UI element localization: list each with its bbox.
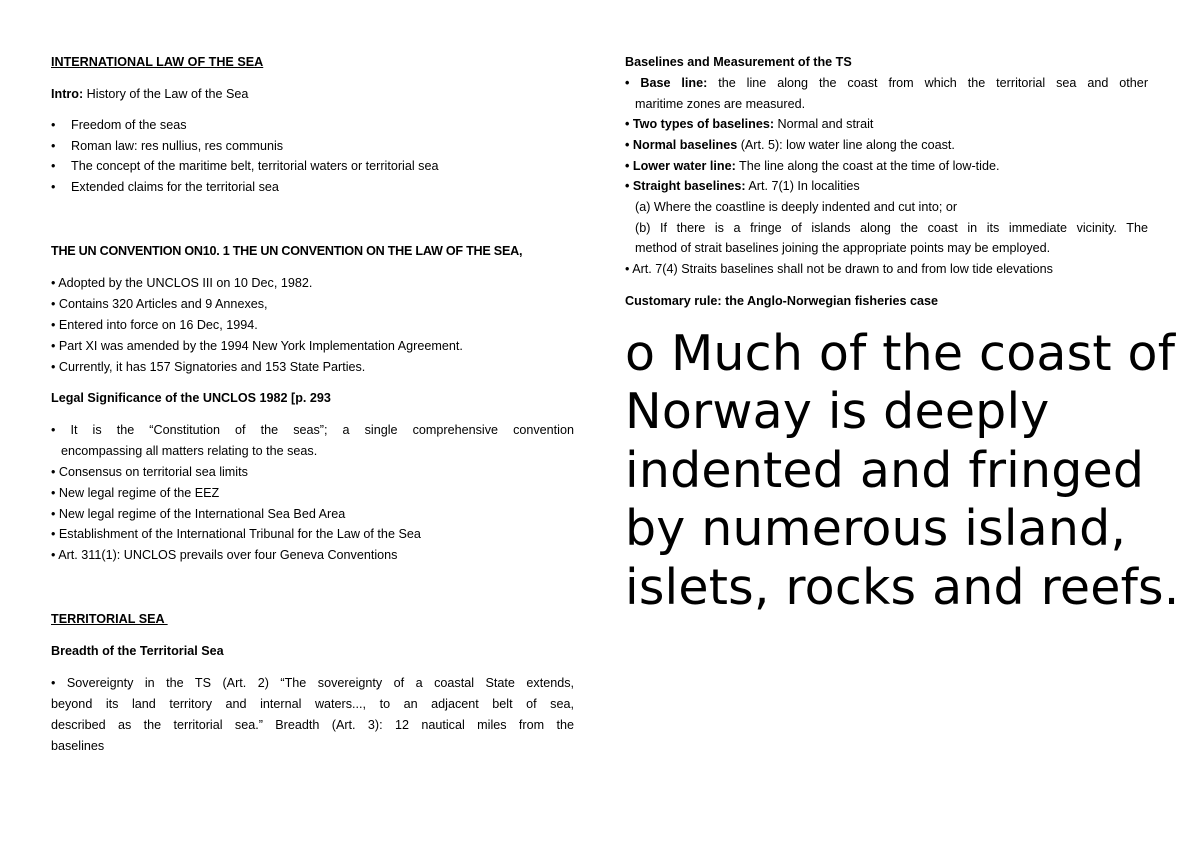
normal-baselines-label: • Normal baselines: [625, 138, 738, 152]
legal-item-continuation: encompassing all matters relating to the seas.: [61, 444, 318, 458]
straight-baselines-text: Art. 7(1) In localities: [745, 179, 860, 193]
history-item-text: Roman law: res nullius, res communis: [71, 139, 284, 153]
unclos-item: • Part XI was amended by the 1994 New York Implementation Agreement.: [51, 339, 463, 353]
unclos-item: • Contains 320 Articles and 9 Annexes,: [51, 297, 268, 311]
breadth-heading: Breadth of the Territorial Sea: [51, 644, 224, 658]
breadth-paragraph-line: • Sovereignty in the TS (Art. 2) “The sovereignty of a coastal State extends,: [51, 676, 574, 690]
lower-water-line-text: The line along the coast at the time of low-tide.: [735, 159, 1000, 173]
straight-baselines-item: [625, 176, 860, 197]
unclos-heading: THE UN CONVENTION ON10. 1 THE UN CONVENTION ON THE LAW OF THE SEA,: [51, 244, 523, 258]
art-7-4-item: • Art. 7(4) Straits baselines shall not be drawn to and from low tide elevations: [625, 262, 1053, 276]
legal-item: • New legal regime of the International Sea Bed Area: [51, 507, 346, 521]
straight-baselines-sub-b-continuation: method of strait baselines joining the appropriate points may be employed.: [635, 241, 1051, 255]
straight-baselines-label: • Straight baselines:: [625, 179, 746, 193]
customary-rule-heading: Customary rule: the Anglo-Norwegian fisheries case: [625, 294, 939, 308]
unclos-item: • Currently, it has 157 Signatories and 153 State Parties.: [51, 360, 366, 374]
base-line-item: [625, 73, 1148, 94]
legal-item: • Establishment of the International Tribunal for the Law of the Sea: [51, 527, 421, 541]
bullet-icon: •: [51, 118, 56, 132]
document-title: INTERNATIONAL LAW OF THE SEA: [51, 55, 264, 69]
bullet-icon: •: [51, 159, 56, 173]
baselines-heading: Baselines and Measurement of the TS: [625, 55, 852, 69]
bullet-icon: •: [51, 180, 56, 194]
base-line-text: the line along the coast from which the territorial sea and other: [707, 76, 1149, 90]
two-types-item: [625, 114, 873, 135]
breadth-paragraph-line: described as the territorial sea.” Breadth (Art. 3): 12 nautical miles from the: [51, 718, 574, 732]
legal-item: • It is the “Constitution of the seas”; a single comprehensive convention: [51, 423, 574, 437]
legal-item: • Consensus on territorial sea limits: [51, 465, 248, 479]
intro-label: Intro:: [51, 87, 84, 101]
bullet-icon: •: [51, 139, 56, 153]
history-item-text: Extended claims for the territorial sea: [71, 180, 279, 194]
legal-item: • New legal regime of the EEZ: [51, 486, 220, 500]
history-item-text: Freedom of the seas: [71, 118, 187, 132]
two-types-label: • Two types of baselines:: [625, 117, 775, 131]
legal-item: • Art. 311(1): UNCLOS prevails over four Geneva Conventions: [51, 548, 398, 562]
normal-baselines-item: [625, 135, 955, 156]
intro-text: History of the Law of the Sea: [83, 87, 249, 101]
history-item-text: The concept of the maritime belt, territorial waters or territorial sea: [71, 159, 439, 173]
intro-line: [51, 84, 248, 105]
normal-baselines-text: (Art. 5): low water line along the coast.: [737, 138, 955, 152]
straight-baselines-sub-a: (a) Where the coastline is deeply indented and cut into; or: [635, 200, 958, 214]
legal-significance-heading: Legal Significance of the UNCLOS 1982 [p. 293: [51, 391, 331, 405]
base-line-continuation: maritime zones are measured.: [635, 97, 806, 111]
lower-water-line-label: • Lower water line:: [625, 159, 736, 173]
unclos-item: • Entered into force on 16 Dec, 1994.: [51, 318, 258, 332]
territorial-sea-heading: TERRITORIAL SEA: [51, 612, 168, 626]
base-line-label: • Base line:: [625, 76, 708, 90]
large-quote-text: o Much of the coast of Norway is deeply indented and fringed by numerous island, islets, rocks and reefs.: [625, 325, 1180, 616]
breadth-paragraph-line: beyond its land territory and internal waters..., to an adjacent belt of sea,: [51, 697, 574, 711]
lower-water-line-item: [625, 156, 999, 177]
straight-baselines-sub-b: (b) If there is a fringe of islands along the coast in its immediate vicinity. The: [635, 221, 1148, 235]
two-types-text: Normal and strait: [774, 117, 874, 131]
breadth-paragraph-line: baselines: [51, 739, 105, 753]
unclos-item: • Adopted by the UNCLOS III on 10 Dec, 1982.: [51, 276, 313, 290]
